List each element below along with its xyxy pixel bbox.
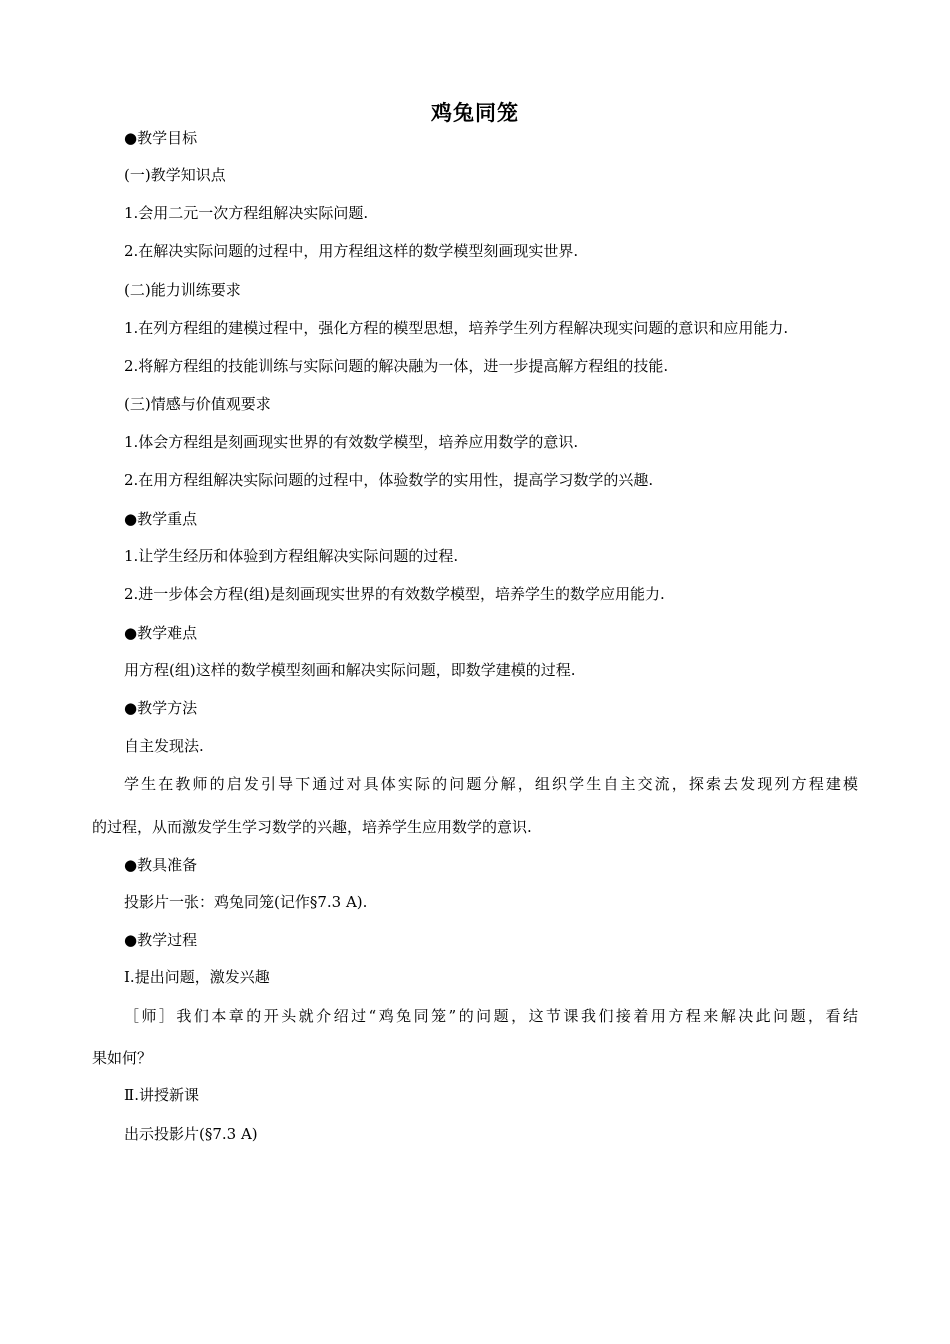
paragraph-line: 2.将解方程组的技能训练与实际问题的解决融为一体，进一步提高解方程组的技能. — [124, 357, 669, 375]
paragraph-line: 出示投影片(§7.3 A) — [124, 1125, 258, 1143]
heading-teaching-method: ●教学方法 — [124, 699, 198, 717]
heading-teaching-goals: ●教学目标 — [124, 129, 198, 147]
paragraph-line: 投影片一张：鸡兔同笼(记作§7.3 A). — [124, 893, 368, 911]
paragraph-line: 2.进一步体会方程(组)是刻画现实世界的有效数学模型，培养学生的数学应用能力. — [124, 585, 665, 603]
paragraph-line: 果如何？ — [92, 1049, 153, 1067]
subheading-emotion-values: (三)情感与价值观要求 — [124, 395, 271, 413]
heading-teaching-aids: ●教具准备 — [124, 856, 198, 874]
paragraph-line: 2.在用方程组解决实际问题的过程中，体验数学的实用性，提高学习数学的兴趣. — [124, 471, 654, 489]
heading-difficulties: ●教学难点 — [124, 624, 198, 642]
paragraph-line: 1.体会方程组是刻画现实世界的有效数学模型，培养应用数学的意识. — [124, 433, 579, 451]
heading-teaching-process: ●教学过程 — [124, 931, 198, 949]
paragraph-line: 学生在教师的启发引导下通过对具体实际的问题分解，组织学生自主交流，探索去发现列方程建模 — [124, 775, 858, 793]
paragraph-line: 自主发现法. — [124, 737, 204, 755]
paragraph-line: 的过程，从而激发学生学习数学的兴趣，培养学生应用数学的意识. — [92, 818, 532, 836]
subheading-knowledge-points: (一)教学知识点 — [124, 166, 226, 184]
paragraph-line: ［师］我们本章的开头就介绍过“鸡兔同笼”的问题，这节课我们接着用方程来解决此问题，看结 — [124, 1007, 858, 1025]
subheading-ability-training: (二)能力训练要求 — [124, 281, 241, 299]
document-title: 鸡兔同笼 — [431, 101, 519, 125]
section-heading: Ⅱ.讲授新课 — [124, 1086, 199, 1104]
paragraph-line: 1.让学生经历和体验到方程组解决实际问题的过程. — [124, 547, 459, 565]
section-heading: Ⅰ.提出问题，激发兴趣 — [124, 968, 270, 986]
paragraph-line: 1.会用二元一次方程组解决实际问题. — [124, 204, 369, 222]
paragraph-line: 用方程(组)这样的数学模型刻画和解决实际问题，即数学建模的过程. — [124, 661, 576, 679]
paragraph-line: 2.在解决实际问题的过程中，用方程组这样的数学模型刻画现实世界. — [124, 242, 579, 260]
paragraph-line: 1.在列方程组的建模过程中，强化方程的模型思想，培养学生列方程解决现实问题的意识和应用能力. — [124, 319, 789, 337]
heading-key-points: ●教学重点 — [124, 510, 198, 528]
